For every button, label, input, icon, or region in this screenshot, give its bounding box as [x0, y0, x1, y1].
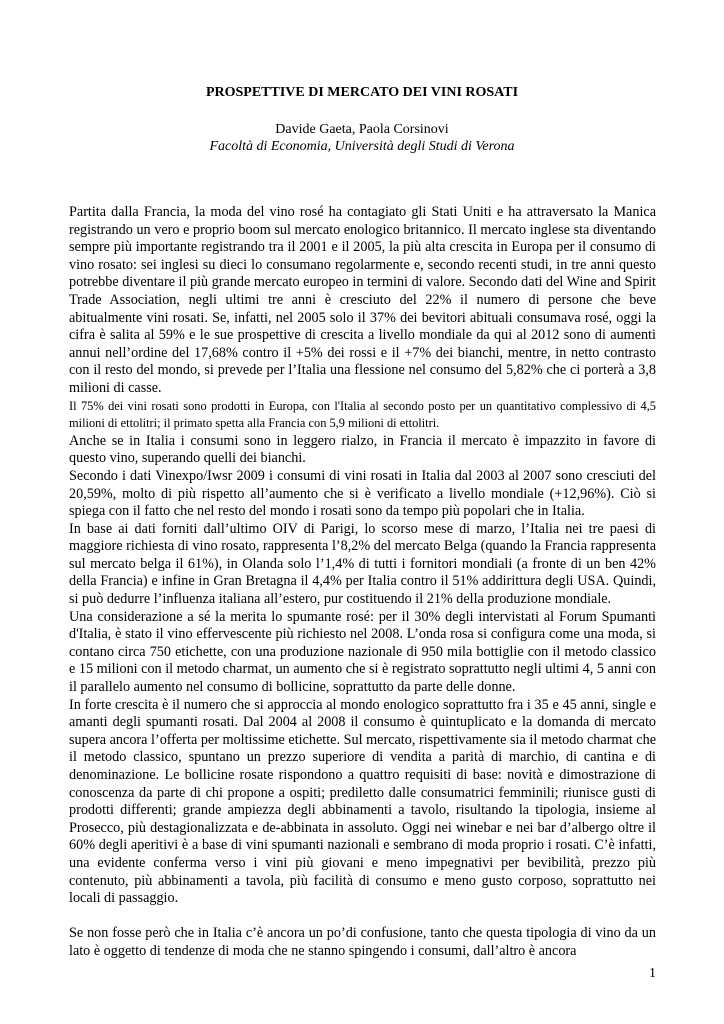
- document-authors: Davide Gaeta, Paola Corsinovi: [275, 122, 449, 137]
- paragraph-1: Partita dalla Francia, la moda del vino rosé ha contagiato gli Stati Uniti e ha attraversato la Manica registrando un vero e proprio boom sul mercato enologico britannico. Il mercato inglese sta diventando sempre più importante registrando tra il 2001 e il 2005, la più alta crescita in Europa per il consumo di vino rosato: sei inglesi su dieci lo consumano regolarmente e, secondo recenti studi, in tre anni questo potrebbe diventare il più grande mercato europeo in termini di valore. Secondo dati del Wine and Spirit Trade Association, negli ultimi tre anni è cresciuto del 22% il numero di persone che beve abitualmente vini rosati. Se, infatti, nel 2005 solo il 37% dei bevitori abituali consumava rosé, oggi la cifra è salita al 59% e le sue prospettive di crescita a livello mondiale da qui al 2012 sono di aumenti annui nell’ordine del 17,68% contro il +5% dei rossi e il +7% dei bianchi, mentre, in netto contrasto con il resto del mondo, si prevede per l’Italia una flessione nel consumo del 5,82% che ci porterà a 3,8 milioni di casse.: [69, 204, 656, 396]
- document-body: [69, 204, 656, 961]
- paragraph-4: Secondo i dati Vinexpo/Iwsr 2009 i consumi di vini rosati in Italia dal 2003 al 2007 sono cresciuti del 20,59%, molto di più rispetto all’aumento che si è verificato a livello mondiale (+12,96%). Ciò si spiega con il fatto che nel resto del mondo i rosati sono da tempo più popolari che in Italia.: [69, 467, 656, 520]
- document-affiliation: Facoltà di Economia, Università degli Studi di Verona: [209, 139, 515, 154]
- page-number: 1: [649, 966, 656, 981]
- paragraph-8: Se non fosse però che in Italia c’è ancora un po’di confusione, tanto che questa tipologia di vino da un lato è oggetto di tendenze di moda che ne stanno spingendo i consumi, dall’altro è ancora: [69, 925, 656, 959]
- paragraph-5: In base ai dati forniti dall’ultimo OIV di Parigi, lo scorso mese di marzo, l’Italia nei tre paesi di maggiore richiesta di vino rosato, rappresenta l’8,2% del mercato Belga (quando la Francia rappresenta sul mercato belga il 61%), in Olanda solo l’1,4% di tutti i fornitori mondiali (a fronte di un ben 42% della Francia) e infine in Gran Bretagna il 4,4% per Italia contro il 51% addirittura degli USA. Quindi, si può dedurre l’influenza italiana all’estero, pur costituendo il 21% della produzione mondiale.: [69, 520, 656, 608]
- paragraph-7: In forte crescita è il numero che si approccia al mondo enologico soprattutto fra i 35 e 45 anni, single e amanti degli spumanti rosati. Dal 2004 al 2008 il consumo è quintuplicato e la domanda di mercato supera ancora l’offerta per moltissime etichette. Sul mercato, rispettivamente sia il metodo charmat che il metodo classico, spuntano un prezzo superiore di vendita a parità di marchio, di cantina e di denominazione. Le bollicine rosate rispondono a quattro requisiti di base: novità e dimostrazione di conoscenza da parte di chi propone a ospiti; prediletto dalle consumatrici femminili; riunisce gusti di prodotti differenti; grande ampiezza degli abbinamenti a tavolo, risultando la tipologia, insieme al Prosecco, più destagionalizzata e de-abbinata in assoluto. Oggi nei winebar e nei bar d’albergo oltre il 60% degli aperitivi è a base di vini spumanti nazionali e sembrano di moda proprio i rosati. C’è infatti, una evidente conferma verso i vini più giovani e meno impegnativi per bevibilità, prezzo più contenuto, più abbinamenti a tavola, più facilità di consumo e meno gusto corposo, soprattutto nei locali di passaggio.: [69, 696, 656, 907]
- document-title: PROSPETTIVE DI MERCATO DEI VINI ROSATI: [205, 85, 519, 100]
- paragraph-6: Una considerazione a sé la merita lo spumante rosé: per il 30% degli intervistati al Forum Spumanti d'Italia, è stato il vino effervescente più richiesto nel 2008. L’onda rosa si configura come una moda, si contano circa 750 etichette, con una produzione nazionale di 950 mila bottiglie con il metodo classico e 15 milioni con il metodo charmat, un aumento che si è registrato soprattutto negli ultimi 4, 5 anni con il parallelo aumento nel consumo di bollicine, soprattutto da parte delle donne.: [69, 608, 656, 696]
- paragraph-3: Anche se in Italia i consumi sono in leggero rialzo, in Francia il mercato è impazzito in favore di questo vino, superando quelli dei bianchi.: [69, 432, 656, 467]
- paragraph-2: Il 75% dei vini rosati sono prodotti in Europa, con l'Italia al secondo posto per un quantitativo complessivo di 4,5 milioni di ettolitri; il primato spetta alla Francia con 5,9 milioni di ettolitri.: [69, 398, 656, 431]
